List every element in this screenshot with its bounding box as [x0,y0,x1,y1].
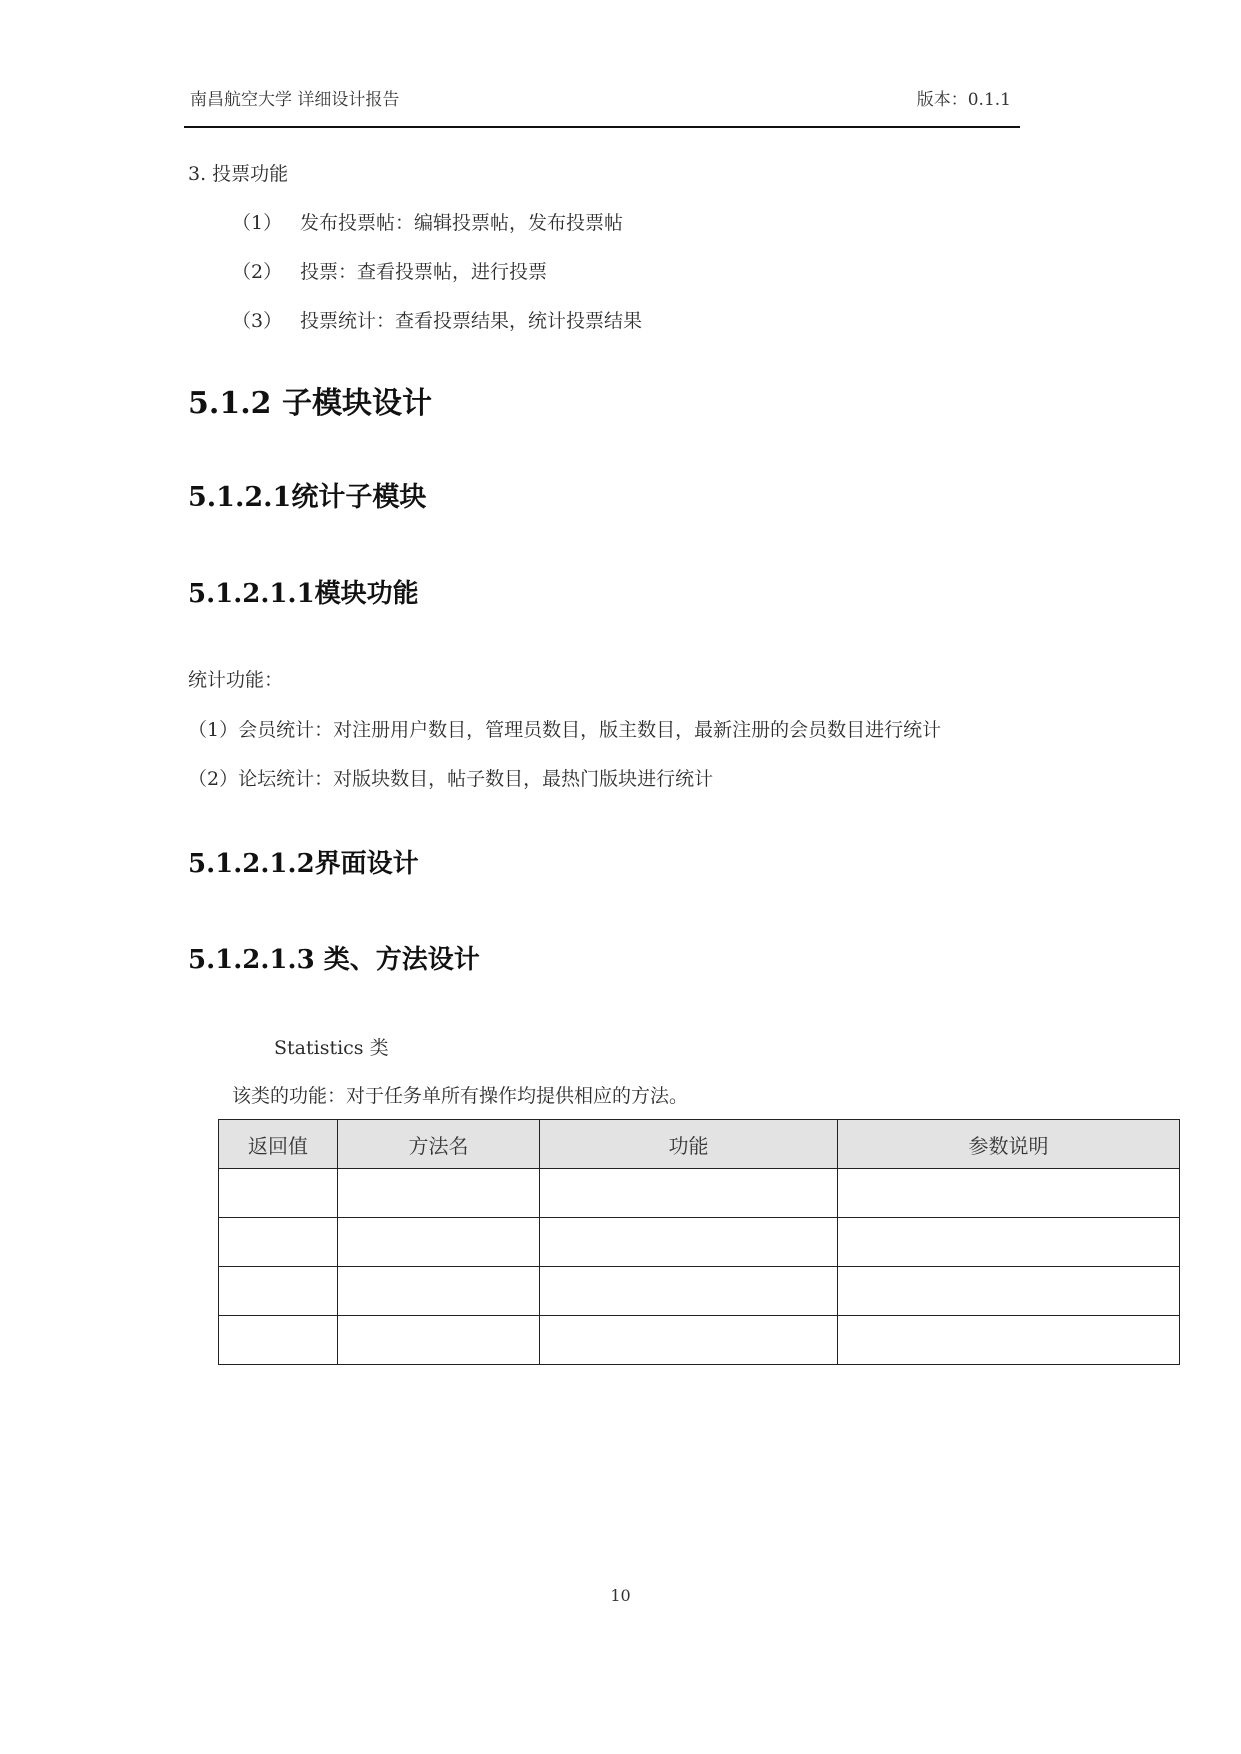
header-rule [184,126,1020,128]
stats-item: （2）论坛统计：对版块数目，帖子数目，最热门版块进行统计 [188,768,714,790]
header-title: 南昌航空大学 详细设计报告 [190,90,400,110]
table-cell [838,1218,1180,1267]
table-header-row [219,1120,1180,1169]
vote-item-number: （3） [232,310,283,332]
column-header-method-name: 方法名 [338,1120,540,1169]
vote-item [232,307,642,335]
class-name: Statistics 类 [274,1037,389,1059]
vote-item-number: （2） [232,261,283,283]
table-cell [838,1169,1180,1218]
table-cell [338,1169,540,1218]
methods-table [218,1119,1180,1365]
table-cell [838,1316,1180,1365]
table-row [219,1169,1180,1218]
stats-intro: 统计功能： [188,669,284,691]
heading-5-1-2: 5.1.2 子模块设计 [188,386,432,421]
column-header-function: 功能 [540,1120,838,1169]
table-row [219,1316,1180,1365]
table-row [219,1267,1180,1316]
header-version: 版本：0.1.1 [916,90,1011,110]
heading-5-1-2-1-1: 5.1.2.1.1模块功能 [188,579,419,609]
vote-section-title: 3. 投票功能 [188,163,289,185]
vote-item-number: （1） [232,212,283,234]
vote-item-text: 投票：查看投票帖，进行投票 [300,261,548,283]
table-cell [838,1267,1180,1316]
table-cell [540,1169,838,1218]
heading-5-1-2-1: 5.1.2.1统计子模块 [188,482,427,513]
table-cell [219,1218,338,1267]
vote-item [232,209,623,237]
vote-item [232,258,547,286]
table-cell [219,1316,338,1365]
column-header-return-value: 返回值 [219,1120,338,1169]
class-description: 该类的功能：对于任务单所有操作均提供相应的方法。 [232,1085,689,1107]
stats-item: （1）会员统计：对注册用户数目，管理员数目，版主数目，最新注册的会员数目进行统计 [188,719,942,741]
table-cell [338,1218,540,1267]
vote-item-text: 发布投票帖：编辑投票帖，发布投票帖 [300,212,624,234]
table-cell [219,1267,338,1316]
heading-5-1-2-1-3: 5.1.2.1.3 类、方法设计 [188,945,480,975]
column-header-parameters: 参数说明 [838,1120,1180,1169]
table-cell [540,1218,838,1267]
table-cell [338,1316,540,1365]
table-row [219,1218,1180,1267]
heading-5-1-2-1-2: 5.1.2.1.2界面设计 [188,849,419,879]
vote-item-text: 投票统计：查看投票结果，统计投票结果 [300,310,643,332]
table-cell [338,1267,540,1316]
page-number: 10 [610,1586,631,1605]
table-cell [540,1267,838,1316]
table-cell [540,1316,838,1365]
table-cell [219,1169,338,1218]
